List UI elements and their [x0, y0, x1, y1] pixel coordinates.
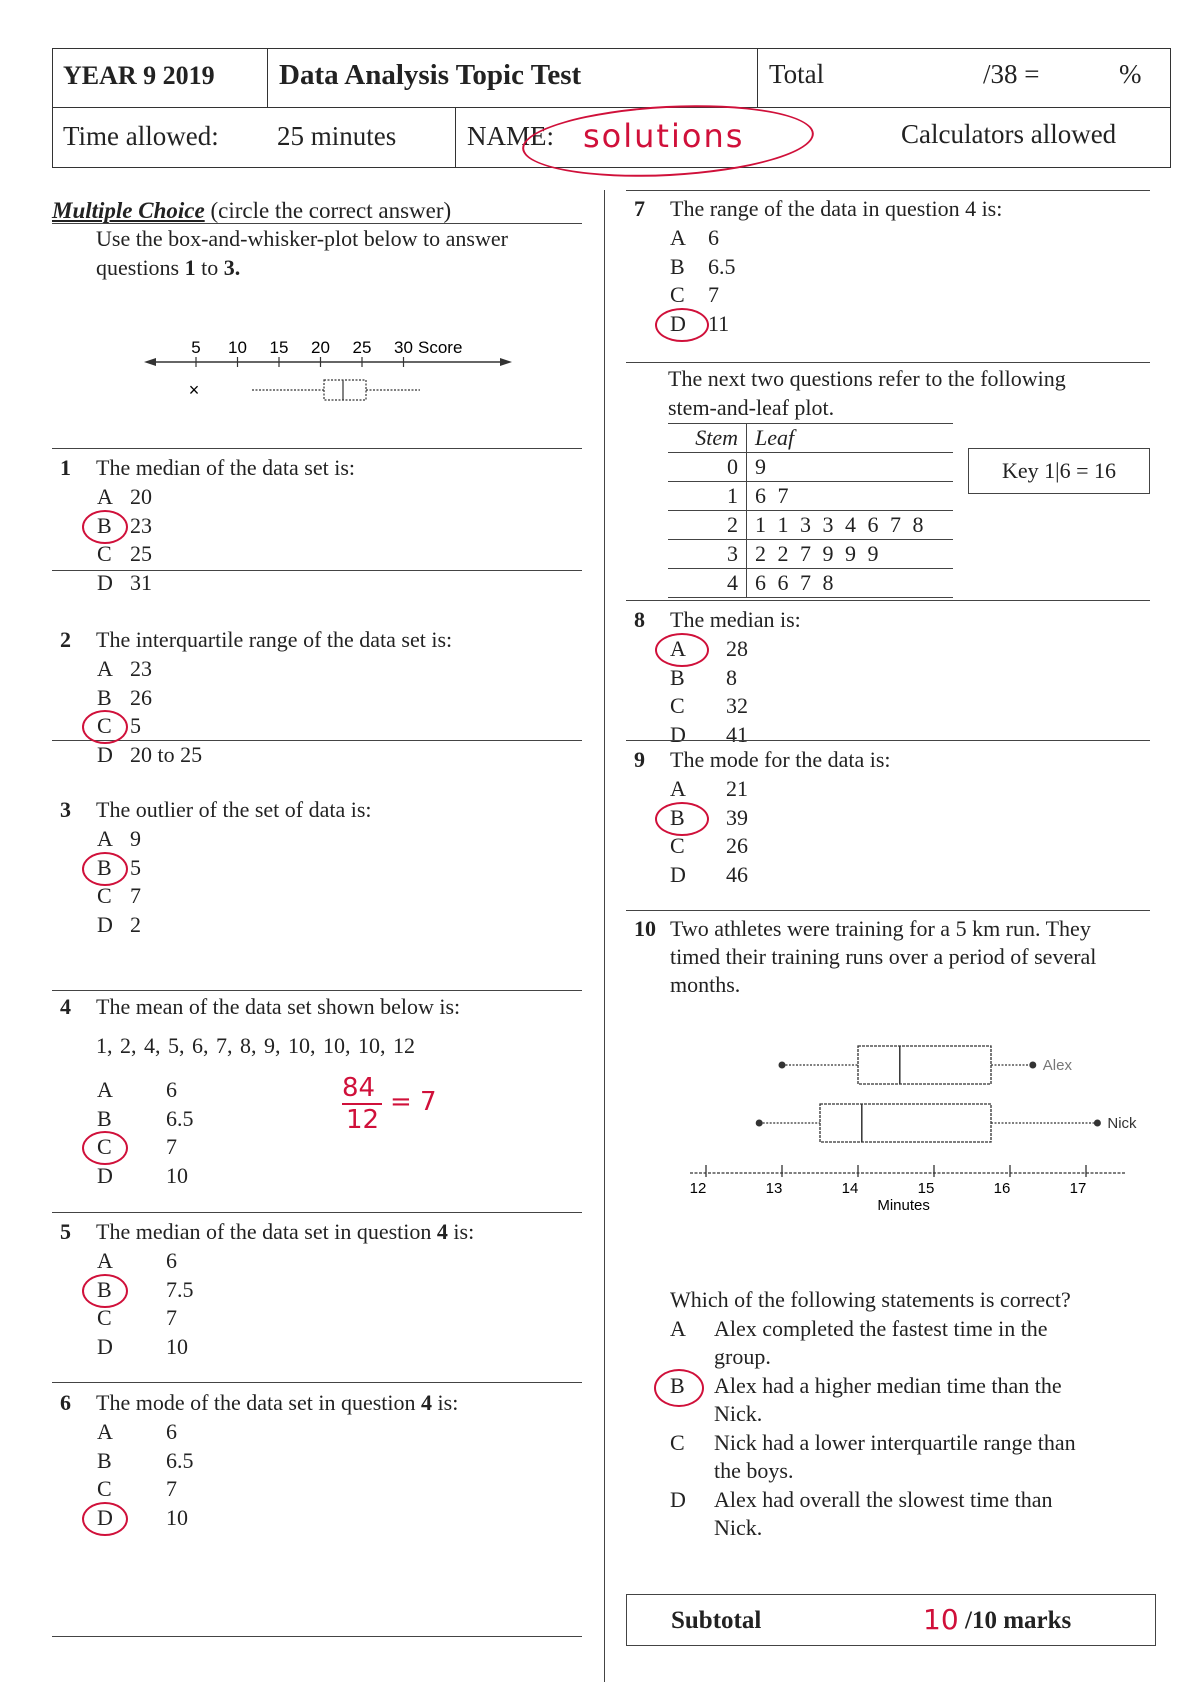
minutes-tick-label: 13: [765, 1180, 783, 1197]
name-label: NAME:: [467, 121, 554, 151]
q9-text: The mode for the data is:: [670, 747, 891, 772]
stem-value: 2: [668, 511, 747, 540]
q9-answer-circle: [655, 802, 709, 836]
minutes-axis-label: Minutes: [877, 1197, 930, 1214]
q10-option-B-line1: Alex had a higher median time than the: [714, 1373, 1062, 1398]
stem-leaf-row: [668, 482, 953, 511]
tick-label: 30: [394, 338, 413, 357]
stem-leaf-row: [668, 453, 953, 482]
q5-text-b: 4: [436, 1219, 448, 1244]
q4-option-D-value: 10: [166, 1162, 188, 1188]
q4-answer-circle: [82, 1131, 128, 1165]
q6-option-A-letter: A: [97, 1419, 113, 1444]
divider: [626, 600, 1150, 601]
q5-option-B-letter: B: [97, 1276, 112, 1302]
q4-option-A-value: 6: [166, 1077, 177, 1102]
iqr-box: [324, 380, 366, 400]
q5-option-B-value: 7.5: [166, 1276, 194, 1302]
q3-option-B-value: 5: [130, 854, 141, 880]
q2-answer-circle: [82, 710, 128, 744]
q10-option-A-line2: group.: [714, 1344, 771, 1369]
q4-data-values: 1, 2, 4, 5, 6, 7, 8, 9, 10, 10, 10, 12: [96, 1033, 415, 1058]
calculators-note: Calculators allowed: [901, 119, 1117, 149]
q3-option-A-letter: A: [97, 826, 113, 851]
q4-option-C-value: 7: [166, 1134, 177, 1159]
q10-line-3: months.: [670, 972, 741, 997]
leaf-values: 6 6 7 8: [747, 569, 954, 598]
stem-leaf-table: [668, 423, 953, 598]
q6-option-B-letter: B: [97, 1447, 112, 1473]
tick-label: 25: [352, 338, 372, 357]
q1-option-D-value: 31: [130, 569, 152, 595]
section-instruction: (circle the correct answer): [210, 198, 452, 223]
q7-number: 7: [634, 196, 645, 221]
axis-arrow-right: [500, 358, 512, 366]
q5-option-C-value: 7: [166, 1305, 177, 1330]
q10-option-D-line2: Nick.: [714, 1515, 763, 1540]
intro-line-2: questions 1 to 3.: [96, 255, 241, 280]
q8-option-D-value: 41: [726, 721, 748, 747]
stem-leaf-header: [668, 424, 953, 453]
q6-option-D-letter: D: [97, 1504, 113, 1530]
q8-number: 8: [634, 607, 645, 632]
q7-option-C-letter: C: [670, 282, 685, 307]
subtotal-marks: /10 marks: [965, 1607, 1072, 1634]
q3-text: The outlier of the set of data is:: [96, 797, 372, 822]
q8-text: The median is:: [670, 607, 801, 632]
stem-intro-line-1: The next two questions refer to the following: [668, 366, 1066, 391]
stem-value: 0: [668, 453, 747, 482]
divider: [626, 362, 1150, 363]
stem-value: 3: [668, 540, 747, 569]
q1-option-B-letter: B: [97, 512, 112, 538]
minutes-tick-label: 15: [917, 1180, 935, 1197]
q2-number: 2: [60, 627, 71, 652]
q3-option-B-letter: B: [97, 854, 112, 880]
q10-answer-circle: [654, 1369, 704, 1407]
q10-option-C-line2: the boys.: [714, 1458, 794, 1483]
q5-text-c: is:: [447, 1219, 475, 1244]
q4-text: The mean of the data set shown below is:: [96, 994, 461, 1019]
q8-option-A-letter: A: [670, 636, 686, 661]
q9-option-C-value: 26: [726, 833, 748, 858]
q1-number: 1: [60, 455, 71, 480]
working-result: = 7: [390, 1087, 437, 1117]
q8-option-D-letter: D: [670, 721, 686, 747]
divider: [52, 1212, 582, 1213]
divider: [52, 1636, 582, 1637]
q6-text-b: 4: [421, 1390, 433, 1415]
q3-option-A-value: 9: [130, 826, 141, 851]
q1-text: The median of the data set is:: [96, 455, 356, 480]
q3-number: 3: [60, 797, 71, 822]
divider: [52, 1382, 582, 1383]
q8-option-C-letter: C: [670, 693, 685, 718]
q4-option-A-letter: A: [97, 1077, 113, 1102]
q3-option-D-value: 2: [130, 911, 141, 937]
q3-option-C-value: 7: [130, 883, 141, 908]
q5-option-A-letter: A: [97, 1248, 113, 1273]
leaf-values: 2 2 7 9 9 9: [747, 540, 954, 569]
tick-label: 10: [228, 338, 247, 357]
stem-intro-line-2: stem-and-leaf plot.: [668, 395, 835, 420]
q2-option-C-letter: C: [97, 713, 112, 738]
q9-option-B-letter: B: [670, 804, 685, 830]
divider: [52, 740, 582, 741]
minutes-tick-label: 16: [993, 1180, 1011, 1197]
q4-option-B-value: 6.5: [166, 1105, 194, 1131]
series-label-alex: Alex: [1042, 1057, 1072, 1074]
q4-number: 4: [60, 994, 71, 1019]
q5-option-A-value: 6: [166, 1248, 177, 1273]
q1-option-D-letter: D: [97, 569, 113, 595]
whisker-max-dot-nick: [1094, 1120, 1101, 1127]
iqr-box-nick: [820, 1104, 991, 1142]
stem-leaf-key: Key 1|6 = 16: [968, 448, 1150, 494]
total-label: Total: [769, 59, 825, 89]
q5-option-D-letter: D: [97, 1333, 113, 1359]
q3-answer-circle: [82, 852, 128, 886]
q2-option-C-value: 5: [130, 713, 141, 738]
q6-option-B-value: 6.5: [166, 1447, 194, 1473]
working-denominator: 12: [346, 1105, 380, 1135]
q9-option-D-letter: D: [670, 861, 686, 887]
subtotal-label: Subtotal: [671, 1607, 762, 1634]
stem-leaf-row: [668, 511, 953, 540]
q10-option-D-letter: D: [670, 1487, 686, 1512]
percent-sign: %: [1119, 59, 1142, 89]
whisker-max-dot-alex: [1029, 1062, 1036, 1069]
q7-option-A-value: 6: [708, 225, 719, 250]
q3-option-D-letter: D: [97, 911, 113, 937]
q10-number: 10: [634, 916, 656, 941]
q6-option-A-value: 6: [166, 1419, 177, 1444]
q1-option-A-value: 20: [130, 484, 152, 509]
q8-option-B-letter: B: [670, 664, 685, 690]
total-score: /38 =: [983, 59, 1040, 89]
q7-option-B-value: 6.5: [708, 253, 736, 279]
q8-option-C-value: 32: [726, 693, 748, 718]
q2-option-A-letter: A: [97, 656, 113, 681]
q7-option-B-letter: B: [670, 253, 685, 279]
q8-option-B-value: 8: [726, 664, 737, 690]
axis-label-score: Score: [418, 338, 463, 357]
q10-option-B-line2: Nick.: [714, 1401, 763, 1426]
q5-option-C-letter: C: [97, 1305, 112, 1330]
q6-text-a: The mode of the data set in question: [96, 1390, 422, 1415]
q9-number: 9: [634, 747, 645, 772]
q5-option-D-value: 10: [166, 1333, 188, 1359]
stem-value: 4: [668, 569, 747, 598]
q1-option-C-letter: C: [97, 541, 112, 566]
time-label: Time allowed:: [63, 121, 219, 151]
q6-option-C-value: 7: [166, 1476, 177, 1501]
divider: [52, 223, 582, 224]
q3-option-C-letter: C: [97, 883, 112, 908]
q5-answer-circle: [82, 1274, 128, 1308]
q10-line-2: timed their training runs over a period of several: [670, 944, 1097, 969]
q9-option-B-value: 39: [726, 804, 748, 830]
boxplot-minutes: [680, 1035, 1140, 1215]
q7-option-D-value: 11: [708, 310, 730, 336]
axis-arrow-left: [144, 358, 156, 366]
divider: [52, 990, 582, 991]
q2-option-A-value: 23: [130, 656, 152, 681]
q1-option-C-value: 25: [130, 541, 152, 566]
tick-label: 20: [311, 338, 330, 357]
subtotal-box: [626, 1594, 1156, 1646]
q6-option-C-letter: C: [97, 1476, 112, 1501]
test-title: Data Analysis Topic Test: [279, 59, 582, 91]
divider: [52, 448, 582, 449]
tick-label: 15: [269, 338, 289, 357]
q8-answer-circle: [655, 633, 709, 667]
divider: [52, 570, 582, 571]
header-stem: Stem: [668, 424, 747, 453]
q1-option-B-value: 23: [130, 512, 152, 538]
subtotal-score: 10: [923, 1603, 959, 1636]
q2-text: The interquartile range of the data set is:: [96, 627, 453, 652]
leaf-values: 6 7: [747, 482, 954, 511]
q2-option-B-value: 26: [130, 684, 152, 710]
minutes-tick-label: 17: [1069, 1180, 1087, 1197]
q1-option-A-letter: A: [97, 484, 113, 509]
divider: [626, 190, 1150, 191]
q2-option-D-value: 20 to 25: [130, 741, 203, 767]
q6-text-c: is:: [432, 1390, 459, 1415]
stem-leaf-row: [668, 540, 953, 569]
section-heading: [52, 198, 451, 224]
q2-option-B-letter: B: [97, 684, 112, 710]
header-leaf: Leaf: [747, 424, 954, 453]
whisker-min-dot-nick: [756, 1120, 763, 1127]
column-divider: [604, 190, 605, 1682]
name-handwritten: solutions: [583, 117, 745, 155]
header-row-1: [53, 49, 1170, 108]
q1-answer-circle: [82, 510, 128, 544]
working-numerator: 84: [342, 1073, 376, 1103]
q9-option-D-value: 46: [726, 861, 748, 887]
q10-option-C-line1: Nick had a lower interquartile range than: [714, 1430, 1076, 1455]
section-title: Multiple Choice: [52, 198, 205, 223]
q9-option-A-value: 21: [726, 776, 748, 801]
stem-leaf-row: [668, 569, 953, 598]
q7-option-D-letter: D: [670, 310, 686, 336]
q10-line-1: Two athletes were training for a 5 km run. They: [670, 916, 1091, 941]
q9-option-C-letter: C: [670, 833, 685, 858]
q5-text: [96, 1219, 474, 1245]
q10-option-D-line1: Alex had overall the slowest time than: [714, 1487, 1053, 1512]
q7-text: The range of the data in question 4 is:: [670, 196, 1003, 221]
q4-option-D-letter: D: [97, 1162, 113, 1188]
q10-question: Which of the following statements is correct?: [670, 1287, 1071, 1312]
q10-option-C-letter: C: [670, 1430, 685, 1455]
q6-answer-circle: [82, 1502, 128, 1536]
q4-option-C-letter: C: [97, 1134, 112, 1159]
q2-option-D-letter: D: [97, 741, 113, 767]
year-label: YEAR 9 2019: [63, 61, 215, 90]
tick-label: 5: [191, 338, 201, 357]
iqr-box-alex: [858, 1046, 991, 1084]
leaf-values: 9: [747, 453, 954, 482]
minutes-tick-label: 12: [689, 1180, 707, 1197]
q7-option-C-value: 7: [708, 282, 719, 307]
q7-option-A-letter: A: [670, 225, 686, 250]
q7-answer-circle: [655, 308, 709, 342]
series-label-nick: Nick: [1107, 1115, 1137, 1132]
leaf-values: 1 1 3 3 4 6 7 8: [747, 511, 954, 540]
q10-option-A-line1: Alex completed the fastest time in the: [714, 1316, 1048, 1341]
divider: [626, 910, 1150, 911]
q6-option-D-value: 10: [166, 1504, 188, 1530]
whisker-min-dot-alex: [779, 1062, 786, 1069]
time-value: 25 minutes: [277, 121, 397, 151]
q10-option-A-letter: A: [670, 1316, 686, 1341]
outlier-marker: ×: [188, 380, 200, 400]
intro-line-1: Use the box-and-whisker-plot below to answer: [96, 226, 508, 251]
q10-option-B-letter: B: [670, 1373, 685, 1398]
q8-option-A-value: 28: [726, 636, 748, 661]
q9-option-A-letter: A: [670, 776, 686, 801]
stem-value: 1: [668, 482, 747, 511]
q4-option-B-letter: B: [97, 1105, 112, 1131]
minutes-tick-label: 14: [841, 1180, 859, 1197]
q6-number: 6: [60, 1390, 71, 1415]
q5-number: 5: [60, 1219, 71, 1244]
q5-text-a: The median of the data set in question: [96, 1219, 437, 1244]
q6-text: [96, 1390, 458, 1416]
boxplot-scores: [140, 330, 520, 410]
divider: [626, 740, 1150, 741]
